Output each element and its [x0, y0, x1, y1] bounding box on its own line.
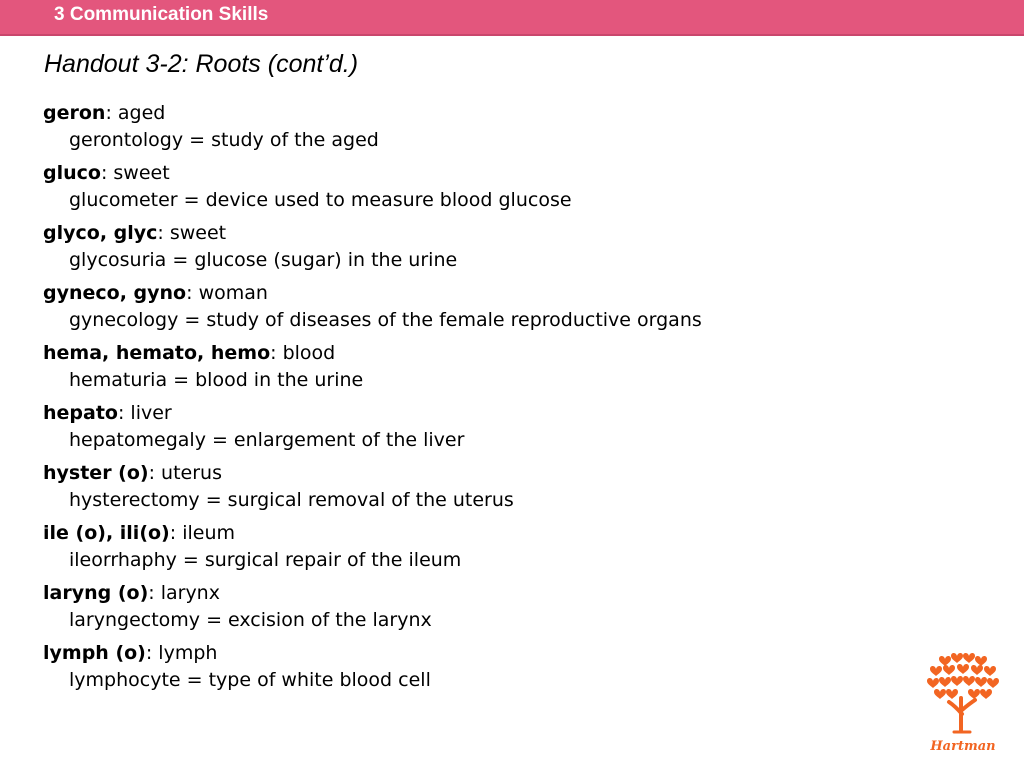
root-meaning: : uterus: [148, 462, 222, 484]
list-item: [43, 640, 943, 694]
root-term: laryng (o): [43, 582, 149, 604]
root-meaning: : liver: [117, 402, 172, 424]
root-meaning: : lymph: [145, 642, 218, 664]
root-meaning: : larynx: [148, 582, 220, 604]
root-term: gyneco, gyno: [43, 282, 187, 304]
list-item: [43, 220, 943, 274]
root-meaning: : sweet: [157, 222, 227, 244]
root-term: hepato: [43, 402, 118, 424]
root-example: glycosuria = glucose (sugar) in the urine: [69, 249, 458, 271]
root-example: ileorrhaphy = surgical repair of the ileum: [69, 549, 462, 571]
list-item: [43, 460, 943, 514]
root-example: lymphocyte = type of white blood cell: [69, 669, 431, 691]
list-item: [43, 160, 943, 214]
section-title: 3 Communication Skills: [54, 4, 269, 25]
root-example: gynecology = study of diseases of the female reproductive organs: [69, 309, 702, 331]
root-term: hyster (o): [43, 462, 149, 484]
root-term: geron: [43, 102, 106, 124]
roots-list: [43, 100, 943, 700]
root-example: hysterectomy = surgical removal of the uterus: [69, 489, 514, 511]
tree-of-hearts-icon: [923, 652, 1003, 756]
root-meaning: : ileum: [169, 522, 235, 544]
header-bar: [0, 0, 1024, 36]
root-example: hepatomegaly = enlargement of the liver: [69, 429, 465, 451]
hartman-logo: [923, 652, 1003, 756]
list-item: [43, 580, 943, 634]
root-term: glyco, glyc: [43, 222, 158, 244]
logo-wordmark: Hartman: [930, 739, 996, 754]
list-item: [43, 400, 943, 454]
root-example: laryngectomy = excision of the larynx: [69, 609, 432, 631]
root-term: hema, hemato, hemo: [43, 342, 271, 364]
list-item: [43, 100, 943, 154]
root-meaning: : sweet: [100, 162, 170, 184]
root-term: lymph (o): [43, 642, 146, 664]
root-meaning: : woman: [186, 282, 268, 304]
root-term: ile (o), ili(o): [43, 522, 170, 544]
list-item: [43, 340, 943, 394]
root-meaning: : aged: [105, 102, 166, 124]
root-term: gluco: [43, 162, 101, 184]
root-meaning: : blood: [270, 342, 336, 364]
root-example: glucometer = device used to measure blood glucose: [69, 189, 572, 211]
list-item: [43, 520, 943, 574]
root-example: hematuria = blood in the urine: [69, 369, 364, 391]
list-item: [43, 280, 943, 334]
page-title: Handout 3-2: Roots (cont’d.): [44, 50, 359, 78]
root-example: gerontology = study of the aged: [69, 129, 379, 151]
